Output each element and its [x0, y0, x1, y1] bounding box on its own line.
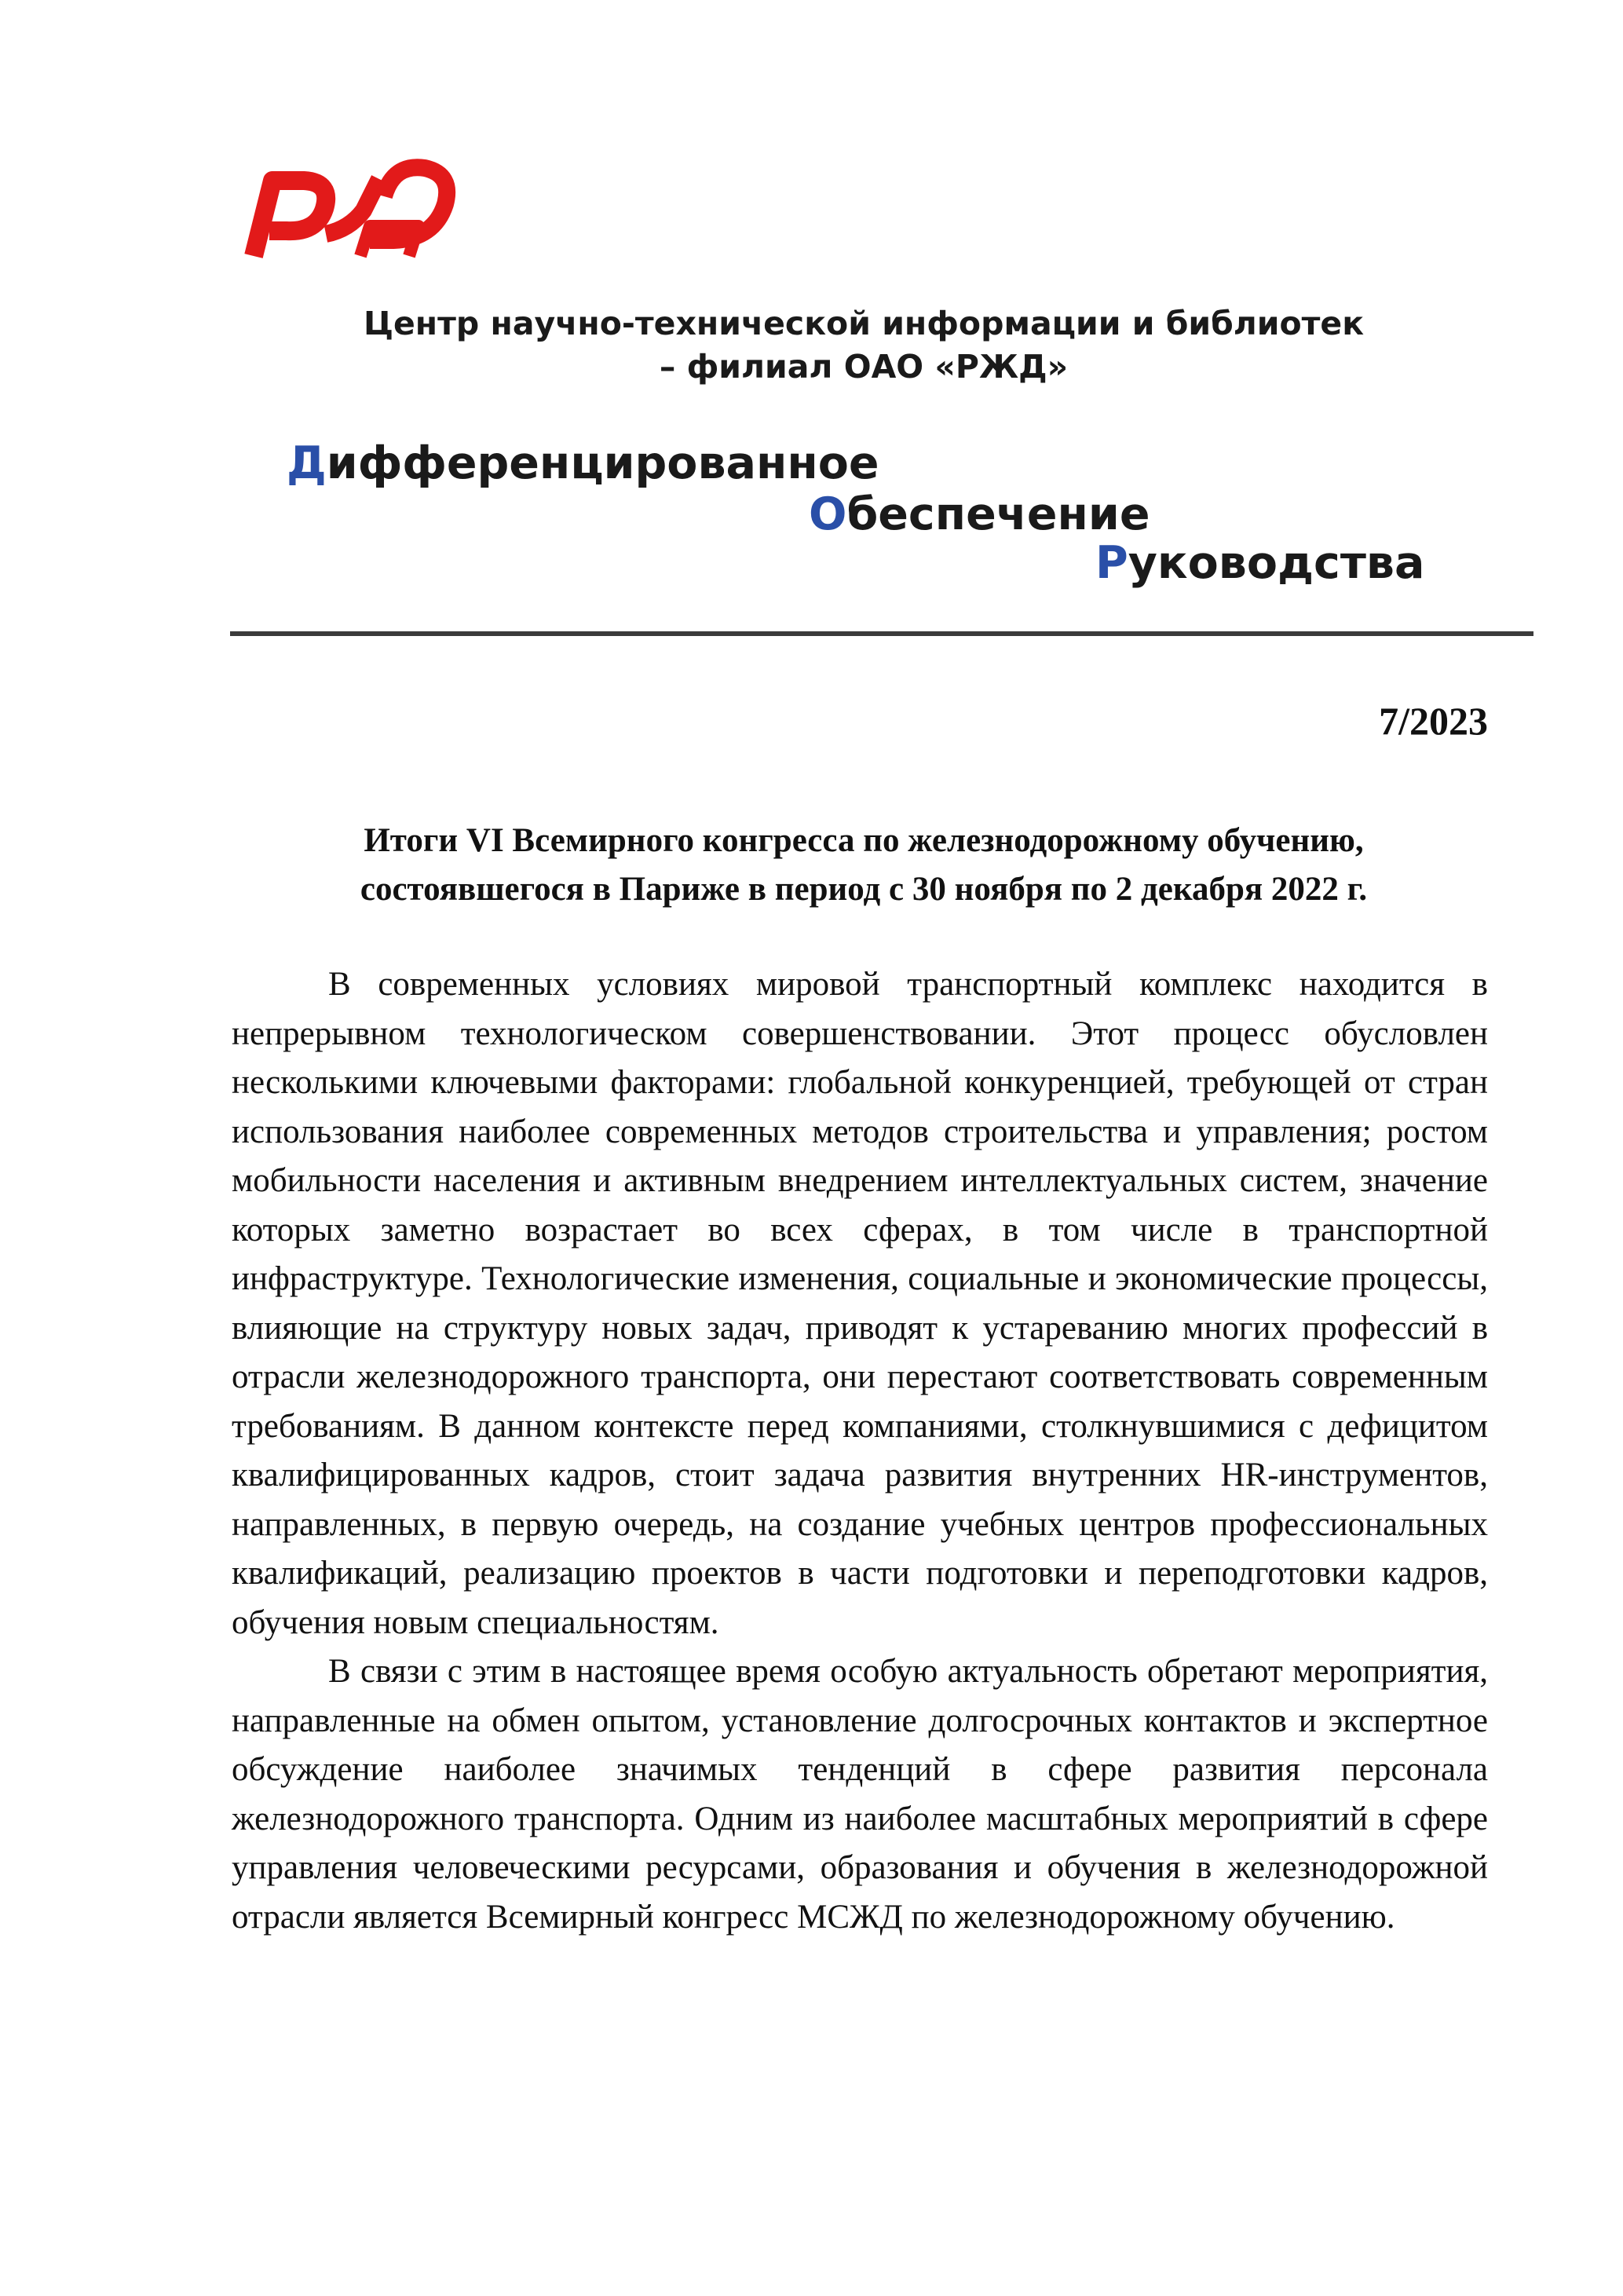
rzd-logo [232, 148, 467, 261]
brand-initial-3: Р [1095, 537, 1128, 589]
organization-line-1: Центр научно-технической информации и библиотек [363, 305, 1365, 342]
title-line-2: состоявшегося в Париже в период с 30 ноября по 2 декабря 2022 г. [360, 871, 1368, 908]
rzd-logo-icon [232, 148, 467, 261]
organization-name [236, 302, 1492, 389]
brand-rest-1: ифференцированное [326, 437, 879, 489]
article-title [236, 817, 1492, 914]
brand-initial-2: О [809, 488, 847, 540]
brand-word-2 [809, 487, 1150, 542]
header-divider [230, 631, 1533, 636]
title-line-1: Итоги VI Всемирного конгресса по железнодорожному обучению, [364, 822, 1364, 859]
brand-word-3 [1095, 536, 1424, 590]
body-paragraph-1: В современных условиях мировой транспортный комплекс находится в непрерывном технологическом совершенствовании. Этот процесс обусловлен несколькими ключевыми факторами: глобальной конкуренцией, требующей от стран использования наиболее современных методов строительства и управления; ростом мобильности населения и активным внедрением интеллектуальных систем, значение которых заметно возрастает во всех сферах, в том числе в транспортной инфраструктуре. Технологические изменения, социальные и экономические процессы, влияющие на структуру новых задач, приводят к устареванию многих профессий в отрасли железнодорожного транспорта, они перестают соответствовать современным требованиям. В данном контексте перед компаниями, столкнувшимися с дефицитом квалифицированных кадров, стоит задача развития внутренних HR-инструментов, направленных, в первую очередь, на создание учебных центров профессиональных квалификаций, реализацию проектов в части подготовки и переподготовки кадров, обучения новым специальностям. [232, 966, 1488, 1641]
article-body [232, 960, 1488, 1942]
brand-word-1 [287, 436, 879, 491]
brand-rest-3: уководства [1128, 537, 1425, 589]
organization-line-2: – филиал ОАО «РЖД» [659, 348, 1069, 386]
body-paragraph-2: В связи с этим в настоящее время особую актуальность обретают мероприятия, направленные на обмен опытом, установление долгосрочных контактов и экспертное обсуждение наиболее значимых тенденций в сфере развития персонала железнодорожного транспорта. Одним из наиболее масштабных мероприятий в сфере управления человеческими ресурсами, образования и обучения в железнодорожной отрасли является Всемирный конгресс МСЖД по железнодорожному обучению. [232, 1653, 1488, 1936]
brand-initial-1: Д [287, 437, 327, 489]
issue-number: 7/2023 [1379, 699, 1488, 743]
brand-rest-2: беспечение [846, 488, 1150, 540]
